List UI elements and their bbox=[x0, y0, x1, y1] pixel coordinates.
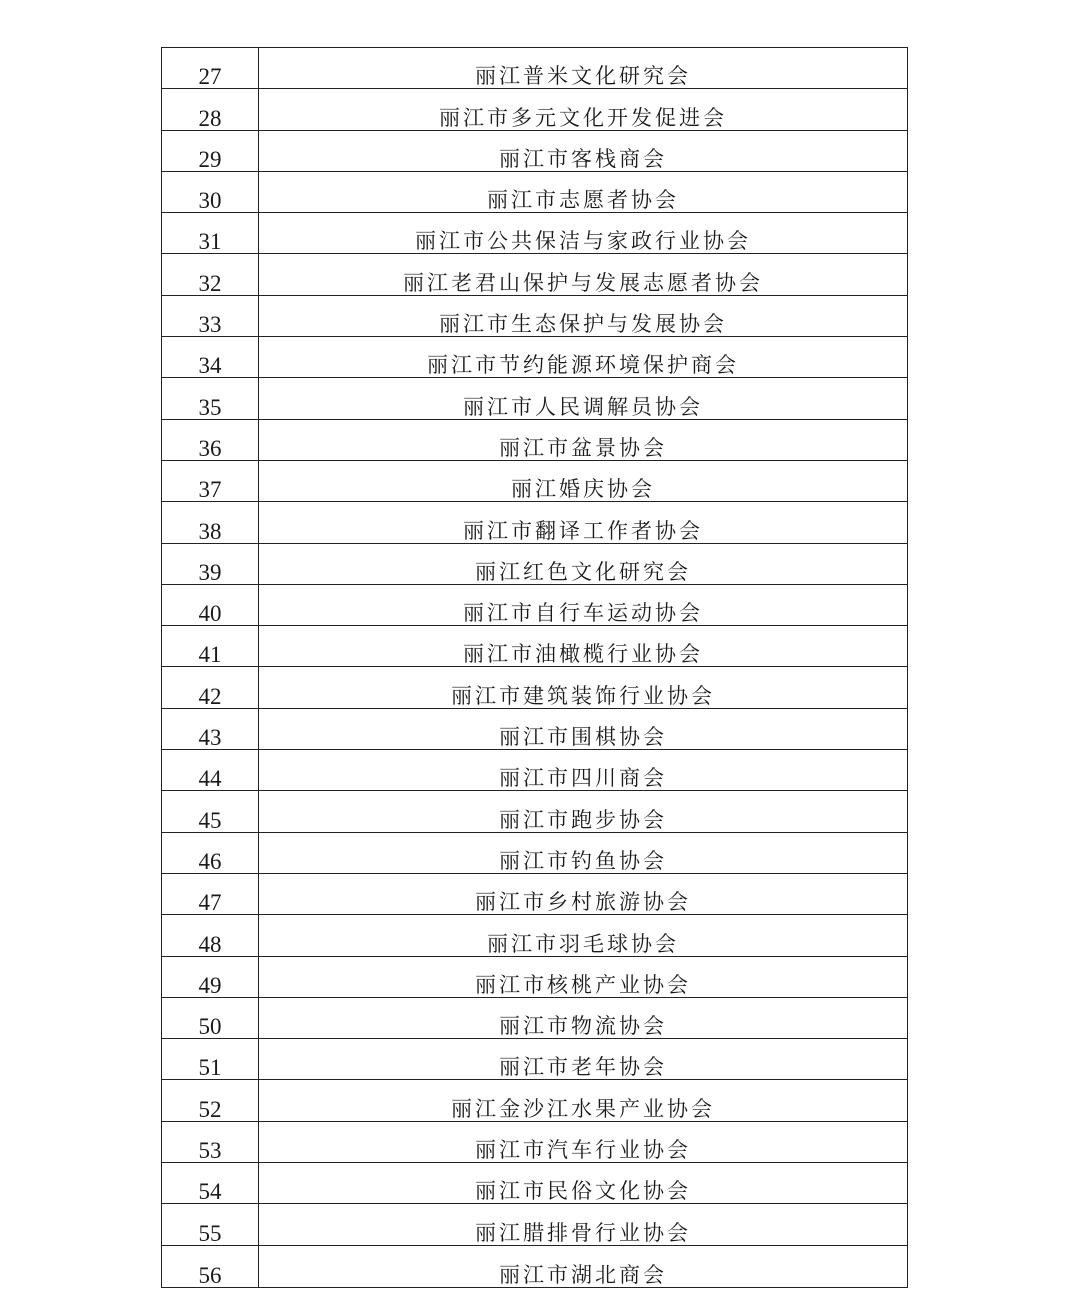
table-row bbox=[162, 48, 907, 89]
table-row bbox=[162, 172, 907, 213]
row-number: 52 bbox=[162, 1080, 259, 1120]
row-number: 37 bbox=[162, 461, 259, 501]
table-row bbox=[162, 296, 907, 337]
association-name: 丽江市油橄榄行业协会 bbox=[463, 642, 703, 667]
row-number: 27 bbox=[162, 48, 259, 88]
row-number: 56 bbox=[162, 1246, 259, 1287]
row-number: 48 bbox=[162, 915, 259, 955]
row-number: 47 bbox=[162, 874, 259, 914]
table-row bbox=[162, 213, 907, 254]
row-number: 33 bbox=[162, 296, 259, 336]
table-row bbox=[162, 709, 907, 750]
row-number: 31 bbox=[162, 213, 259, 253]
row-number: 44 bbox=[162, 750, 259, 790]
table-row bbox=[162, 874, 907, 915]
association-name: 丽江市建筑装饰行业协会 bbox=[451, 683, 715, 708]
table-row bbox=[162, 378, 907, 419]
table-row bbox=[162, 833, 907, 874]
table-row bbox=[162, 957, 907, 998]
row-number: 38 bbox=[162, 502, 259, 542]
table-row bbox=[162, 1122, 907, 1163]
table-row bbox=[162, 750, 907, 791]
row-number: 49 bbox=[162, 957, 259, 997]
table-row bbox=[162, 667, 907, 708]
row-number: 30 bbox=[162, 172, 259, 212]
association-name: 丽江市汽车行业协会 bbox=[475, 1138, 691, 1163]
table-row bbox=[162, 254, 907, 295]
association-name: 丽江市盆景协会 bbox=[499, 435, 667, 460]
association-table bbox=[161, 47, 908, 1288]
table-row bbox=[162, 1163, 907, 1204]
association-name: 丽江市跑步协会 bbox=[499, 807, 667, 832]
table-row bbox=[162, 791, 907, 832]
table-row bbox=[162, 585, 907, 626]
row-number: 43 bbox=[162, 709, 259, 749]
table-row bbox=[162, 89, 907, 130]
association-name: 丽江市多元文化开发促进会 bbox=[439, 105, 727, 130]
row-number: 51 bbox=[162, 1039, 259, 1079]
association-name: 丽江市乡村旅游协会 bbox=[475, 890, 691, 915]
row-number: 34 bbox=[162, 337, 259, 377]
table-row bbox=[162, 1080, 907, 1121]
row-number: 35 bbox=[162, 378, 259, 418]
association-name: 丽江红色文化研究会 bbox=[475, 559, 691, 584]
row-number: 28 bbox=[162, 89, 259, 129]
association-name: 丽江婚庆协会 bbox=[511, 477, 655, 502]
table-row bbox=[162, 1204, 907, 1245]
association-name: 丽江市生态保护与发展协会 bbox=[439, 312, 727, 337]
association-name: 丽江市老年协会 bbox=[499, 1055, 667, 1080]
association-name: 丽江市公共保洁与家政行业协会 bbox=[415, 229, 751, 254]
row-number: 39 bbox=[162, 544, 259, 584]
association-name: 丽江市围棋协会 bbox=[499, 725, 667, 750]
association-name: 丽江市节约能源环境保护商会 bbox=[427, 353, 739, 378]
row-number: 41 bbox=[162, 626, 259, 666]
table-row bbox=[162, 420, 907, 461]
association-name: 丽江市四川商会 bbox=[499, 766, 667, 791]
association-name: 丽江市钓鱼协会 bbox=[499, 848, 667, 873]
association-name: 丽江腊排骨行业协会 bbox=[475, 1220, 691, 1245]
row-number: 40 bbox=[162, 585, 259, 625]
row-number: 36 bbox=[162, 420, 259, 460]
row-number: 29 bbox=[162, 131, 259, 171]
table-row bbox=[162, 915, 907, 956]
table-row bbox=[162, 1039, 907, 1080]
association-name: 丽江市人民调解员协会 bbox=[463, 394, 703, 419]
table-row bbox=[162, 626, 907, 667]
association-name: 丽江市自行车运动协会 bbox=[463, 601, 703, 626]
association-name: 丽江市核桃产业协会 bbox=[475, 972, 691, 997]
association-name: 丽江市志愿者协会 bbox=[487, 188, 679, 213]
row-number: 45 bbox=[162, 791, 259, 831]
association-name: 丽江市客栈商会 bbox=[499, 146, 667, 171]
association-name: 丽江金沙江水果产业协会 bbox=[451, 1096, 715, 1121]
table-row bbox=[162, 544, 907, 585]
association-name: 丽江市羽毛球协会 bbox=[487, 931, 679, 956]
association-name: 丽江市翻译工作者协会 bbox=[463, 518, 703, 543]
table-row bbox=[162, 131, 907, 172]
association-name: 丽江市物流协会 bbox=[499, 1014, 667, 1039]
association-name: 丽江市民俗文化协会 bbox=[475, 1179, 691, 1204]
row-number: 32 bbox=[162, 254, 259, 294]
row-number: 50 bbox=[162, 998, 259, 1038]
association-name: 丽江市湖北商会 bbox=[499, 1262, 667, 1287]
association-name: 丽江老君山保护与发展志愿者协会 bbox=[403, 270, 763, 295]
row-number: 46 bbox=[162, 833, 259, 873]
table-row bbox=[162, 337, 907, 378]
row-number: 42 bbox=[162, 667, 259, 707]
row-number: 53 bbox=[162, 1122, 259, 1162]
association-name: 丽江普米文化研究会 bbox=[475, 64, 691, 89]
row-number: 54 bbox=[162, 1163, 259, 1203]
row-number: 55 bbox=[162, 1204, 259, 1244]
table-row bbox=[162, 461, 907, 502]
table-row bbox=[162, 502, 907, 543]
table-row bbox=[162, 1246, 907, 1287]
table-row bbox=[162, 998, 907, 1039]
